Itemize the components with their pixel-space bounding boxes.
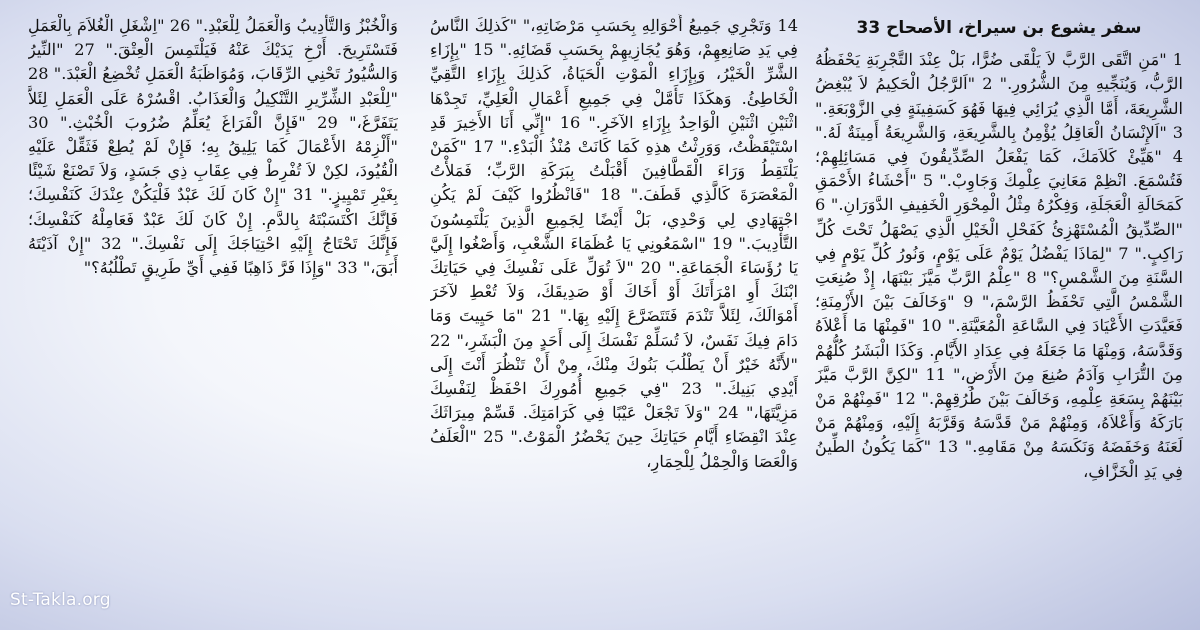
column-text-right: 1 "مَنِ اتَّقَى الرَّبَّ لاَ يَلْقَى ضُرًّا، بَلْ عِنْدَ التَّجْرِبَةِ يَحْفَظُهُ الرَّبُّ، وَيُنَجِّيهِ مِنَ الشُّرُورِ." 2 "اَلرَّجُلُ الْحَكِيمُ لاَ يُبْغِضُ الشَّرِيعَةَ، أَمَّا الَّذِي يُرَائِي فِيهَا فَهُوَ كَسَفِينَةٍ فِي الزَّوْبَعَةِ." 3 "اَلإِنْسَانُ الْعَاقِلُ يُؤْمِنُ بِالشَّرِيعَةِ، وَالشَّرِيعَةُ أَمِينَةٌ لَهُ." 4 "هَيِّئْ كَلاَمَكَ، كَمَا يَفْعَلُ الصِّدِّيقُونَ فِي مَسَائِلِهِمْ؛ فَتُسْمَعَ. انْظِمْ مَعَانِيَ عِلْمِكَ وَجَاوِبْ." 5 "أَحْشَاءُ الأَحْمَقِ كَمَحَالَةِ الْعَجَلَةِ، وَفِكْرُهُ مِثْلُ الْمِحْوَرِ الْخَفِيفِ الدَّوَرَانِ." 6 "الصِّدِّيقُ الْمُسْتَهْزِئُ كَفَحْلِ الْخَيْلِ الَّذِي يَصْهَلُ تَحْتَ كُلِّ رَاكِبٍ." 7 "لِمَاذَا يَفْضُلُ يَوْمٌ عَلَى يَوْمٍ، وَنُورُ كُلِّ يَوْمٍ فِي السَّنَةِ مِنَ الشَّمْسِ؟" 8 "عِلْمُ الرَّبِّ مَيَّزَ بَيْنَهَا، إِذْ صُنِعَتِ الشَّمْسُ الَّتِي تَحْفَظُ الرَّسْمَ،" 9 "وَخَالَفَ بَيْنَ الأَزْمِنَةِ؛ فَعَيَّدَتِ الأَعْيَادَ فِي السَّاعَةِ الْمُعَيَّنَةِ." 10 "فَمِنْهَا مَا أَعْلاَهُ وَقَدَّسَهُ، وَمِنْهَا مَا جَعَلَهُ فِي عِدَادِ الأَيَّامِ. وَكَذَا الْبَشَرُ كُلُّهُمْ مِنَ التُّرَابِ وَآدَمُ صُنِعَ مِنَ الأَرْضِ،" 11 "لكِنَّ الرَّبَّ مَيَّزَ بَيْنَهُمْ بِسَعَةِ عِلْمِهِ، وَخَالَفَ بَيْنَ طُرُقِهِمْ." 12 "فَمِنْهُمْ مَنْ بَارَكَهُ وَأَعْلاَهُ، وَمِنْهُمْ مَنْ قَدَّسَهُ وَقَرَّبَهُ إِلَيْهِ، وَمِنْهُمْ مَنْ لَعَنَهُ وَخَفَضَهُ وَنَكَسَهُ مِنْ مَقَامِهِ." 13 "كَمَا يَكُونُ الطِّينُ فِي يَدِ الْخَزَّافِ، bbox=[815, 50, 1183, 481]
text-column-right bbox=[815, 14, 1183, 620]
column-text-middle: 14 وَتَجْرِي جَمِيعُ أَحْوَالِهِ بِحَسَبِ مَرْضَاتِهِ،" "كَذلِكَ النَّاسُ فِي يَدِ صَانِعِهِمْ، وَهُوَ يُجَازِيهِمْ بِحَسَبِ قَضَائِهِ." 15 "بِإِزَاءِ الشَّرِّ الْخَيْرُ، وَبِإِزَاءِ الْمَوْتِ الْحَيَاةُ، كَذلِكَ بِإِزَاءِ التَّقِيِّ الْخَاطِئُ. وَهكَذَا تَأَمَّلْ فِي جَمِيعِ أَعْمَالِ الْعَلِيِّ، تَجِدْهَا اثْنَيْنِ اثْنَيْنِ الْوَاحِدُ بِإِزَاءِ الآخَرِ." 16 "إِنِّي أَنَا الأَخِيرَ قَدِ اسْتَيْقَظْتُ، وَوَرِثْتُ هذِهِ كَمَا كَانَتْ مُنْذُ الْبَدْءِ." 17 "كَمَنْ يَلْتَقِطُ وَرَاءَ الْقَطَّافِينَ أَقْبَلْتُ بِبَرَكَةِ الرَّبِّ؛ فَمَلأْتُ الْمَعْصَرَةَ كَالَّذِي قَطَفَ." 18 "فَانْظُرُوا كَيْفَ لَمْ يَكُنِ اجْتِهَادِي لِي وَحْدِي، بَلْ أَيْضًا لِجَمِيعِ الَّذِينَ يَلْتَمِسُونَ التَّأْدِيبَ." 19 "اسْمَعُونِي يَا عُظَمَاءَ الشَّعْبِ، وَأَصْغُوا إِلَيَّ يَا رُؤَسَاءَ الْجَمَاعَةِ." 20 "لاَ تُوَلِّ عَلَى نَفْسِكَ فِي حَيَاتِكَ ابْنَكَ أَوِ امْرَأَتَكَ أَوْ أَخَاكَ أَوْ صَدِيقَكَ، وَلاَ تُعْطِ لآخَرَ أَمْوَالَكَ، لِئَلاَّ تَنْدَمَ فَتَتَضَرَّعَ إِلَيْهِ بِهَا." 21 "مَا حَيِيتَ وَمَا دَامَ فِيكَ نَفَسٌ، لاَ تُسَلِّمْ نَفْسَكَ إِلَى أَحَدٍ مِنَ الْبَشَرِ،" 22 "لأَنَّهُ خَيْرٌ أَنْ يَطْلُبَ بَنُوكَ مِنْكَ، مِنْ أَنْ تَنْظُرَ أَنْتَ إِلَى أَيْدِي بَنِيكَ." 23 "فِي جَمِيعِ أُمُورِكَ احْفَظْ لِنَفْسِكَ مَزِيَّتَهَا،" 24 "وَلاَ تَجْعَلْ عَيْبًا فِي كَرَامَتِكَ. قَسِّمْ مِيرَاثَكَ عِنْدَ انْقِضَاءِ أَيَّامِ حَيَاتِكَ حِينَ يَحْضُرُ الْمَوْتُ." 25 "الْعَلَفُ وَالْعَصَا وَالْحِمْلُ لِلْحِمَارِ، bbox=[430, 16, 798, 471]
site-watermark: St-Takla.org bbox=[10, 590, 111, 610]
chapter-title: سفر يشوع بن سيراخ، الأصحاح 33 bbox=[856, 18, 1142, 38]
text-column-middle bbox=[430, 14, 798, 594]
column-text-left: وَالْخُبْزُ وَالتَّأْدِيبُ وَالْعَمَلُ لِلْعَبْدِ." 26 "اِشْغَلِ الْغُلاَمَ بِالْعَمَلِ فَتَسْتَرِيحَ. أَرْخِ يَدَيْكَ عَنْهُ فَيَلْتَمِسَ الْعِتْقَ." 27 "النِّيرُ وَالسُّيُورُ تَحْنِي الرِّقَابَ، وَمُوَاظَبَةُ الْعَمَلِ تُخْضِعُ الْعَبْدَ." 28 "لِلْعَبْدِ الشِّرِّيرِ التَّنْكِيلُ وَالْعَذَابُ. اقْسُرْهُ عَلَى الْعَمَلِ لِئَلاَّ يَتَفَرَّغَ،" 29 "فَإِنَّ الْفَرَاغَ يُعَلِّمُ ضُرُوبَ الْخُبْثِ." 30 "أَلْزِمْهُ الأَعْمَالَ كَمَا يَلِيقُ بِهِ؛ فَإِنْ لَمْ يُطِعْ فَثَقِّلْ عَلَيْهِ الْقُيُودَ، لكِنْ لاَ تُفْرِطْ فِي عِقَابِ ذِي جَسَدٍ، وَلاَ تَصْنَعْ شَيْئًا بِغَيْرِ تَمْيِيزٍ." 31 "إِنْ كَانَ لَكَ عَبْدٌ فَلْيَكُنْ عِنْدَكَ كَنَفْسِكَ؛ فَإِنَّكَ اكْتَسَبْتَهُ بِالدَّمِ. إِنْ كَانَ لَكَ عَبْدٌ فَعَامِلْهُ كَنَفْسِكَ؛ فَإِنَّكَ تَحْتَاجُ إِلَيْهِ احْتِيَاجَكَ إِلَى نَفْسِكَ." 32 "إِنْ آذَيْتَهُ أَبَقَ،" 33 "وَإِذَا فَرَّ ذَاهِبًا فَفِي أَيِّ طَرِيقٍ تَطْلُبُهُ؟" bbox=[28, 16, 398, 278]
text-column-left bbox=[28, 14, 398, 394]
